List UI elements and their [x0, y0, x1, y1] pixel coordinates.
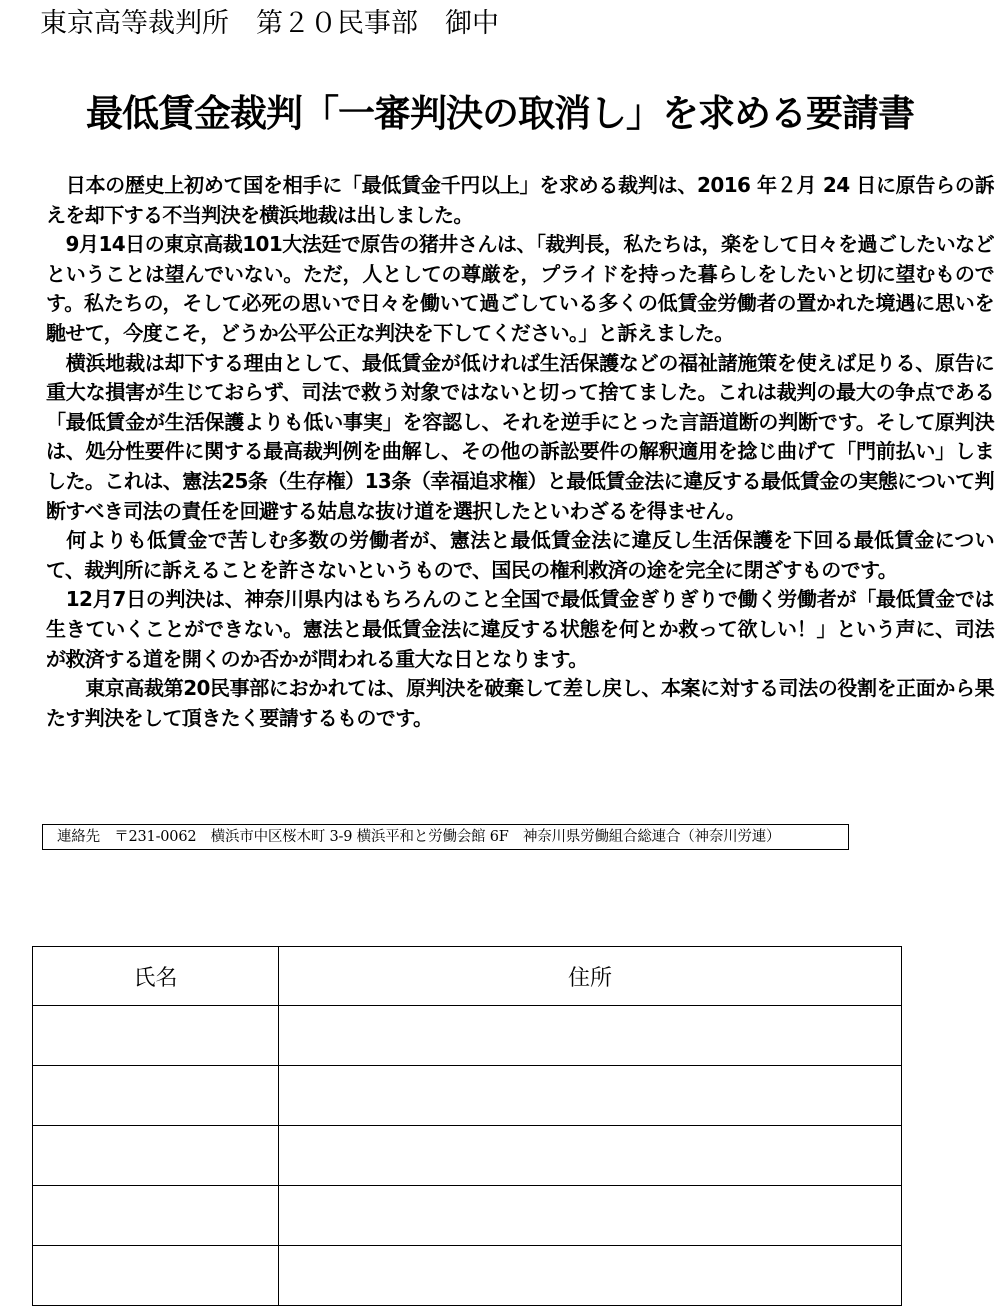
signature-row	[33, 1066, 902, 1126]
address-cell[interactable]	[279, 1126, 902, 1186]
signature-table	[32, 946, 902, 1306]
addressee: 東京高等裁判所 第２０民事部 御中	[40, 8, 499, 39]
document-title: 最低賃金裁判「一審判決の取消し」を求める要請書	[86, 92, 914, 135]
name-cell[interactable]	[33, 1066, 279, 1126]
body-text	[46, 171, 994, 733]
paragraph-5: 12月7日の判決は、神奈川県内はもちろんのこと全国で最低賃金ぎりぎりで働く労働者が「最低賃金では生きていくことができない。憲法と最低賃金法に違反する状態を何とか救って欲しい！」という声に、司法が救済する道を開くのか否かが問われる重大な日となります。	[46, 587, 994, 671]
signature-row	[33, 1246, 902, 1306]
name-cell[interactable]	[33, 1006, 279, 1066]
paragraph-6: 東京高裁第20民事部におかれては、原判決を破棄して差し戻し、本案に対する司法の役割を正面から果たす判決をして頂きたく要請するものです。	[46, 676, 994, 730]
paragraph-1: 日本の歴史上初めて国を相手に「最低賃金千円以上」を求める裁判は、2016 年２月 24 日に原告らの訴えを却下する不当判決を横浜地裁は出しました。	[46, 173, 994, 227]
name-cell[interactable]	[33, 1126, 279, 1186]
name-cell[interactable]	[33, 1186, 279, 1246]
address-cell[interactable]	[279, 1066, 902, 1126]
paragraph-2: 9月14日の東京高裁101大法廷で原告の猪井さんは、「裁判長，私たちは，楽をして日々を過ごしたいなどということは望んでいない。ただ，人としての尊厳を，プライドを持った暮らしをしたいと切に望むものです。私たちの，そして必死の思いで日々を働いて過ごしている多くの低賃金労働者の置かれた境遇に思いを馳せて，今度こそ，どうか公平公正な判決を下してください。」と訴えました。	[46, 232, 994, 345]
paragraph-4: 何よりも低賃金で苦しむ多数の労働者が、憲法と最低賃金法に違反し生活保護を下回る最低賃金について、裁判所に訴えることを許さないというもので、国民の権利救済の途を完全に閉ざすものです。	[46, 528, 994, 582]
name-column-header: 氏名	[33, 947, 279, 1006]
address-column-header: 住所	[279, 947, 902, 1006]
address-cell[interactable]	[279, 1006, 902, 1066]
paragraph-3: 横浜地裁は却下する理由として、最低賃金が低ければ生活保護などの福祉諸施策を使えば足りる、原告に重大な損害が生じておらず、司法で救う対象ではないと切って捨てました。これは裁判の最大の争点である「最低賃金が生活保護よりも低い事実」を容認し、それを逆手にとった言語道断の判断です。そして原判決は、処分性要件に関する最高裁判例を曲解し、その他の訴訟要件の解釈適用を捻じ曲げて「門前払い」しました。これは、憲法25条（生存権）13条（幸福追求権）と最低賃金法に違反する最低賃金の実態について判断すべき司法の責任を回避する姑息な抜け道を選択したといわざるを得ません。	[46, 350, 994, 523]
signature-row	[33, 1126, 902, 1186]
address-cell[interactable]	[279, 1246, 902, 1306]
signature-row	[33, 1186, 902, 1246]
address-cell[interactable]	[279, 1186, 902, 1246]
contact-info-box: 連絡先 〒231-0062 横浜市中区桜木町 3-9 横浜平和と労働会館 6F 神奈川県労働組合総連合（神奈川労連）	[42, 824, 849, 850]
name-cell[interactable]	[33, 1246, 279, 1306]
signature-table-header-row	[33, 947, 902, 1006]
signature-row	[33, 1006, 902, 1066]
